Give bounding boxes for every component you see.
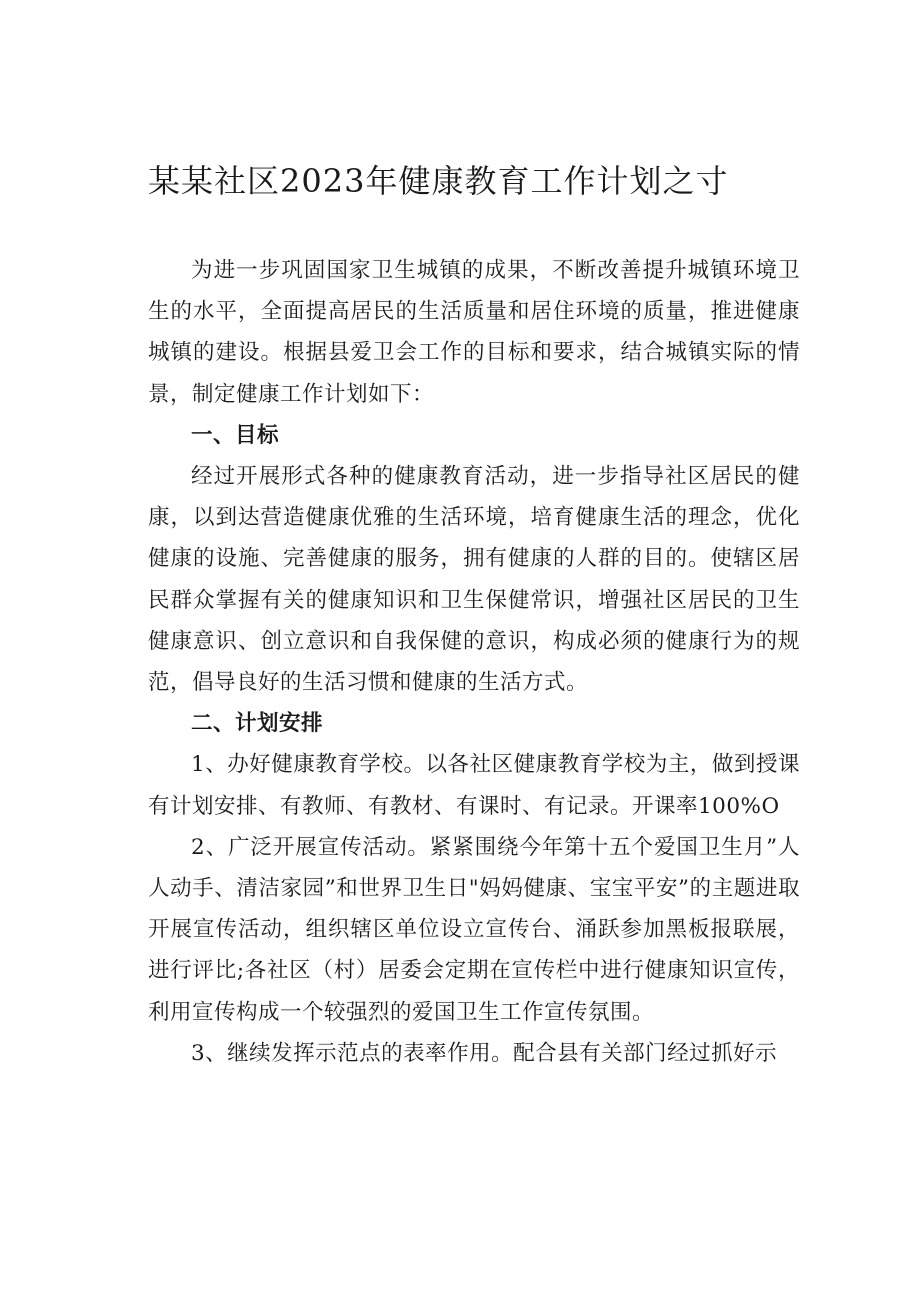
- section-heading-plan: 二、计划安排: [191, 711, 324, 737]
- plan-item-1: 1、办好健康教育学校。以各社区健康教育学校为主，做到授课有计划安排、有教师、有教材、有课时、有记录。开课率100%O: [148, 752, 800, 819]
- plan-item-2: 2、广泛开展宣传活动。紧紧围绕今年第十五个爱国卫生月”人人动手、清洁家园”和世界卫生日"妈妈健康、宝宝平安”的主题进取开展宣传活动，组织辖区单位设立宣传台、涌跃参加黑板报联展，进行评比;各社区（村）居委会定期在宣传栏中进行健康知识宣传，利用宣传构成一个较强烈的爱国卫生工作宣传氛围。: [148, 834, 800, 1025]
- section-heading-goals: 一、目标: [191, 422, 280, 448]
- intro-paragraph: 为进一步巩固国家卫生城镇的成果，不断改善提升城镇环境卫生的水平，全面提高居民的生活质量和居住环境的质量，推进健康城镇的建设。根据县爱卫会工作的目标和要求，结合城镇实际的情景，制定健康工作计划如下：: [148, 258, 800, 407]
- document-body: [148, 250, 800, 1074]
- document-title: 某某社区2023年健康教育工作计划之寸: [148, 162, 729, 200]
- plan-item-3: 3、继续发挥示范点的表率作用。配合县有关部门经过抓好示: [191, 1040, 778, 1066]
- goals-paragraph: 经过开展形式各种的健康教育活动，进一步指导社区居民的健康，以到达营造健康优雅的生活环境，培育健康生活的理念，优化健康的设施、完善健康的服务，拥有健康的人群的目的。使辖区居民群众掌握有关的健康知识和卫生保健常识，增强社区居民的卫生健康意识、创立意识和自我保健的意识，构成必须的健康行为的规范，倡导良好的生活习惯和健康的生活方式。: [148, 464, 800, 696]
